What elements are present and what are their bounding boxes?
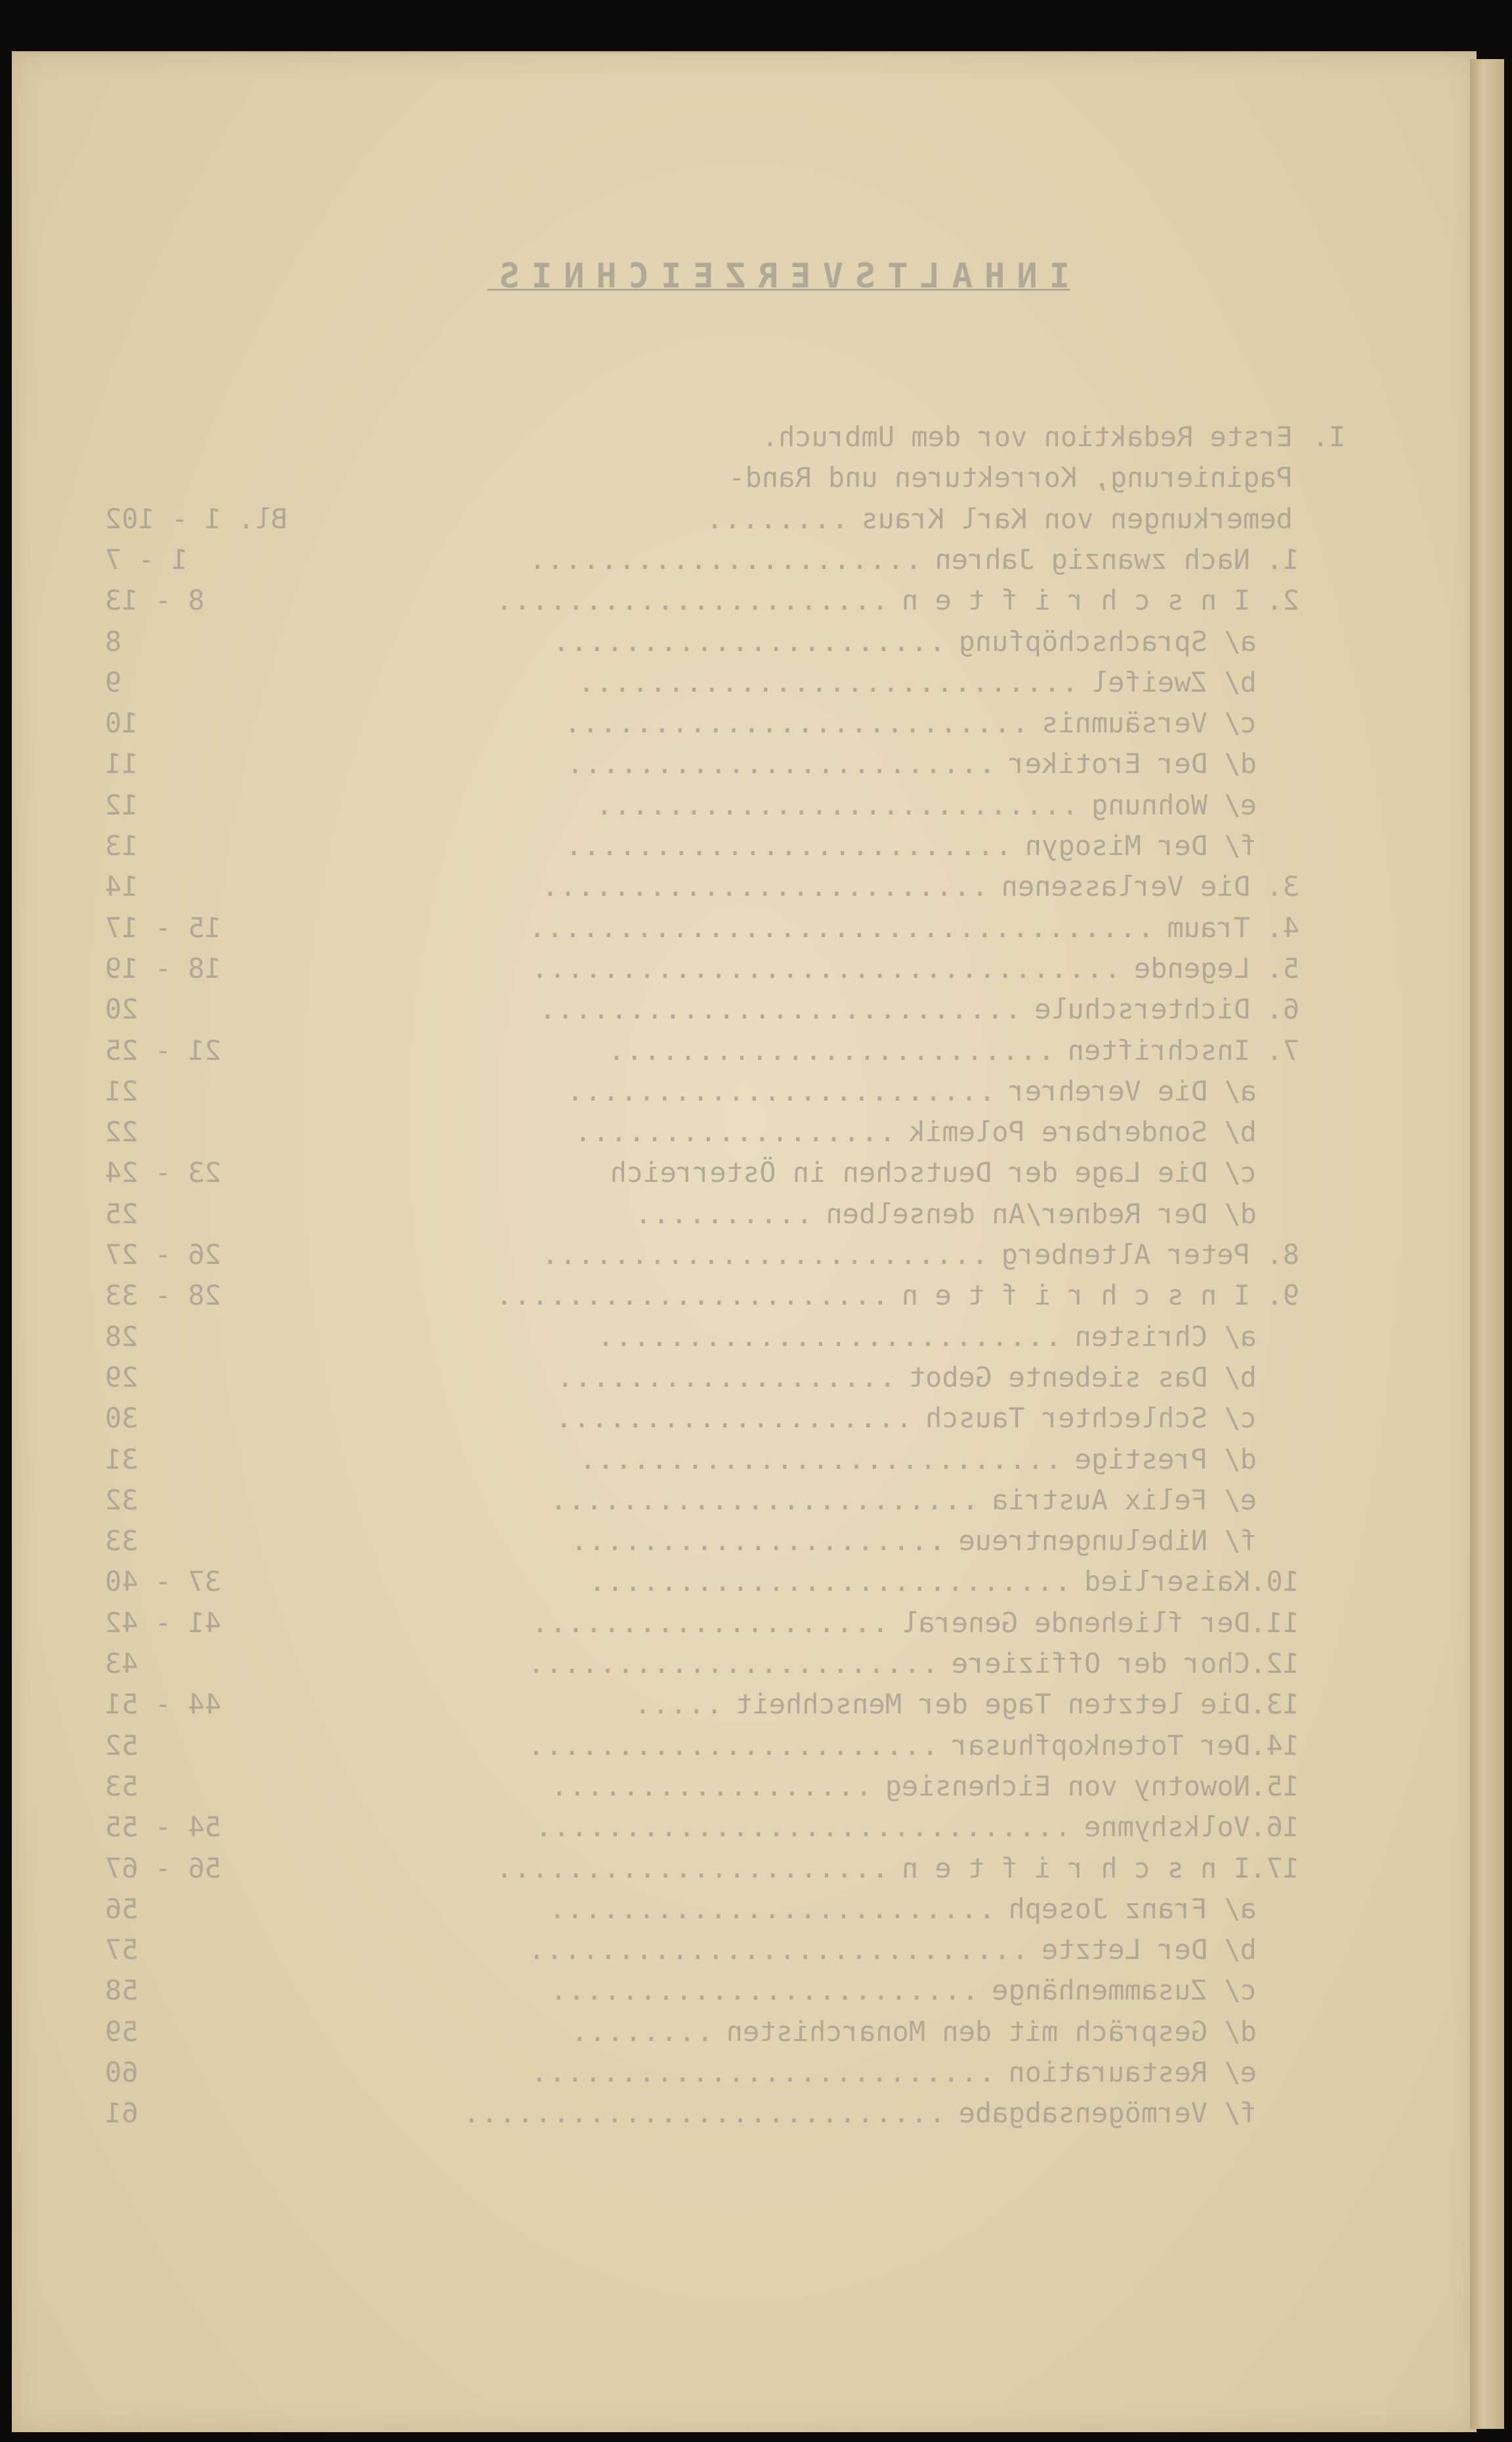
- toc-entry-leader: ...................................: [527, 911, 1154, 944]
- toc-entry-number: a/: [1223, 1320, 1257, 1353]
- toc-entry-number: 8.: [1266, 1238, 1299, 1271]
- toc-entry-title: I n s c h r i f t e n: [901, 584, 1250, 617]
- toc-entry-page: 15 - 17: [105, 911, 222, 944]
- toc-entry-leader: ........................: [565, 1074, 996, 1107]
- toc-entry-leader: .......................: [526, 1729, 938, 1761]
- toc-entry-number: a/: [1223, 1892, 1257, 1925]
- toc-entry-title: Die Verehrer: [1008, 1074, 1208, 1107]
- toc-entry: [12, 990, 1477, 1029]
- toc-entry-leader: ...........................: [595, 788, 1078, 821]
- toc-entry-number: a/: [1223, 1074, 1257, 1107]
- toc-entry-title: Sprachschöpfung: [958, 625, 1208, 658]
- paper-sheet: [12, 51, 1477, 2432]
- toc-entry-number: a/: [1223, 625, 1257, 658]
- toc-entry-page: 43: [105, 1647, 138, 1679]
- toc-entry: [12, 1153, 1477, 1192]
- toc-entry-number: 15.: [1250, 1769, 1299, 1802]
- toc-entry: [12, 1235, 1477, 1274]
- toc-entry-leader: ..................: [549, 1769, 872, 1802]
- toc-entry: [12, 1358, 1477, 1397]
- toc-entry-title: Legende: [1133, 952, 1250, 984]
- toc-entry: [12, 458, 1477, 497]
- toc-entry-leader: ...........................: [537, 993, 1022, 1026]
- toc-entry: [12, 1849, 1477, 1888]
- toc-entry: [12, 867, 1477, 906]
- toc-entry-page: 26 - 27: [105, 1238, 222, 1271]
- toc-entry-page: 32: [105, 1483, 138, 1516]
- toc-entry-number: e/: [1223, 788, 1257, 821]
- toc-entry-leader: ..........................: [562, 707, 1029, 740]
- toc-entry-title: Versäumnis: [1041, 707, 1208, 740]
- toc-entry-number: 17.: [1250, 1851, 1299, 1884]
- toc-entry: [12, 2094, 1477, 2133]
- toc-entry: [12, 622, 1477, 662]
- toc-entry-page: 22: [105, 1116, 138, 1148]
- toc-entry-number: d/: [1223, 1442, 1257, 1475]
- toc-entry-page: 41 - 42: [105, 1606, 222, 1639]
- toc-entry-page: 56 - 67: [105, 1851, 222, 1884]
- toc-entry-page: 1 - 7: [105, 543, 188, 576]
- toc-entry-leader: ......................: [551, 625, 946, 658]
- toc-entry-leader: .........................: [564, 830, 1012, 862]
- toc-entry-number: d/: [1223, 1197, 1257, 1230]
- toc-entry-number: f/: [1223, 830, 1257, 862]
- toc-entry-page: 59: [105, 2015, 138, 2048]
- toc-entry-title: Die Verlassenen: [1001, 870, 1250, 903]
- toc-entry: [12, 1440, 1477, 1479]
- toc-entry-leader: ........................: [549, 1483, 979, 1516]
- toc-entry-number: c/: [1223, 1156, 1257, 1189]
- toc-entry-leader: ...................: [555, 1360, 896, 1393]
- toc-entry-title: Nowotny von Eichensieg: [885, 1769, 1250, 1802]
- toc-entry-title: Der Erotiker: [1008, 747, 1208, 780]
- toc-entry: [12, 1112, 1477, 1152]
- toc-entry-title: Vermögensabgabe: [958, 2097, 1208, 2130]
- toc-entry-leader: ............................: [527, 1933, 1029, 1966]
- toc-entry-number: 14.: [1250, 1729, 1299, 1761]
- toc-entry: [12, 1481, 1477, 1520]
- toc-entry-page: 9: [105, 665, 122, 698]
- toc-entry-number: 16.: [1250, 1811, 1299, 1843]
- toc-entry-title: Die letzten Tage der Menschheit: [736, 1688, 1250, 1721]
- toc-entry-page: 28: [105, 1320, 138, 1353]
- toc-entry-page: Bl. 1 - 102: [105, 502, 288, 535]
- toc-entry-page: 11: [105, 747, 138, 780]
- toc-entry: [12, 581, 1477, 620]
- toc-entry-leader: ......................: [494, 1851, 889, 1884]
- toc-entry: [12, 1603, 1477, 1643]
- toc-entry-page: 33: [105, 1525, 138, 1557]
- toc-entry-page: 25: [105, 1197, 138, 1230]
- toc-entry-leader: .........................: [606, 1034, 1055, 1066]
- toc-entry-number: 2.: [1266, 584, 1299, 617]
- toc-entry-page: 52: [105, 1729, 138, 1761]
- toc-entry-number: b/: [1223, 1360, 1257, 1393]
- toc-entry-title: Inschriften: [1067, 1034, 1250, 1066]
- toc-entry-number: 5.: [1266, 952, 1299, 984]
- toc-entry-number: 6.: [1266, 993, 1299, 1026]
- toc-entry: [12, 949, 1477, 988]
- toc-entry: [12, 1767, 1477, 1806]
- toc-entry-page: 57: [105, 1933, 138, 1966]
- toc-entry-page: 20: [105, 993, 138, 1026]
- toc-entry-leader: ........: [705, 502, 849, 535]
- page-edge: [1470, 59, 1504, 2429]
- toc-entry-page: 29: [105, 1360, 138, 1393]
- toc-entry-leader: ........: [570, 2015, 713, 2048]
- toc-entry-page: 31: [105, 1442, 138, 1475]
- toc-entry-title: Franz Joseph: [1008, 1892, 1208, 1925]
- toc-entry: [12, 540, 1477, 579]
- toc-entry-title: Sonderbare Polemik: [908, 1116, 1208, 1148]
- toc-entry-number: 3.: [1266, 870, 1299, 903]
- toc-entry-page: 13: [105, 830, 138, 862]
- toc-entry-number: e/: [1223, 1483, 1257, 1516]
- toc-entry: [12, 704, 1477, 743]
- toc-entry-leader: ..........: [633, 1197, 813, 1230]
- toc-entry-number: c/: [1223, 1402, 1257, 1435]
- toc-entry-page: 30: [105, 1402, 138, 1435]
- toc-entry-number: e/: [1223, 2056, 1257, 2088]
- toc-entry: [12, 1399, 1477, 1438]
- toc-entry-number: c/: [1223, 1974, 1257, 2007]
- toc-entry-leader: .....: [633, 1688, 723, 1721]
- toc-entry-number: 4.: [1266, 911, 1299, 944]
- toc-entry-page: 54 - 55: [105, 1811, 222, 1843]
- toc-entry-leader: .........................: [540, 870, 988, 903]
- toc-entry-number: 9.: [1266, 1279, 1299, 1312]
- toc-entry-page: 56: [105, 1892, 138, 1925]
- toc-entry-page: 8 - 13: [105, 584, 205, 617]
- toc-entry-title: Zweifel: [1091, 665, 1208, 698]
- toc-entry-number: f/: [1223, 2097, 1257, 2130]
- toc-entry-page: 21: [105, 1074, 138, 1107]
- toc-entry-page: 37 - 40: [105, 1565, 222, 1598]
- bleed-through-text-layer: [12, 53, 1477, 2432]
- toc-entry-title: Traum: [1167, 911, 1250, 944]
- toc-entry-number: d/: [1223, 2015, 1257, 2048]
- toc-entry: [12, 1521, 1477, 1561]
- toc-entry-title: Christen: [1074, 1320, 1208, 1353]
- toc-entry-title: Kaiserlied: [1084, 1565, 1250, 1598]
- toc-entry: [12, 1276, 1477, 1315]
- toc-entry-page: 18 - 19: [105, 952, 222, 984]
- toc-entry-number: 13.: [1250, 1688, 1299, 1721]
- toc-entry-leader: ..............................: [534, 1811, 1072, 1843]
- toc-entry-number: I.: [1312, 421, 1345, 453]
- toc-entry-page: 61: [105, 2097, 138, 2130]
- toc-entry-leader: ..................: [573, 1116, 896, 1148]
- toc-entry-page: 8: [105, 625, 122, 658]
- toc-entry-leader: ....................: [554, 1402, 913, 1435]
- toc-entry-number: c/: [1223, 707, 1257, 740]
- toc-entry-number: b/: [1223, 1116, 1257, 1148]
- toc-entry-number: b/: [1223, 1933, 1257, 1966]
- toc-entry-leader: .................................: [530, 952, 1121, 984]
- toc-entry-title: Erste Redaktion vor dem Umbruch.: [761, 421, 1293, 453]
- toc-entry-leader: .......................: [526, 1647, 938, 1679]
- toc-entry-leader: .........................: [547, 1892, 996, 1925]
- toc-entry: [12, 1726, 1477, 1765]
- toc-entry-title: I n s c h r i f t e n: [901, 1279, 1250, 1312]
- toc-entry-number: d/: [1223, 747, 1257, 780]
- toc-entry-page: 60: [105, 2056, 138, 2088]
- toc-entry-page: 12: [105, 788, 138, 821]
- toc-entry: [12, 1194, 1477, 1234]
- toc-entry-title: Wohnung: [1091, 788, 1208, 821]
- toc-entry-page: 10: [105, 707, 138, 740]
- toc-entry-number: 12.: [1250, 1647, 1299, 1679]
- toc-entry-title: Volkshymne: [1084, 1811, 1250, 1843]
- toc-entry-title: Der Totenkopfhusar: [951, 1729, 1250, 1761]
- toc-entry: [12, 2012, 1477, 2052]
- toc-entry-title: Die Lage der Deutschen in Österreich: [610, 1156, 1208, 1189]
- toc-entry-title: Zusammenhänge: [992, 1974, 1208, 2007]
- toc-entry-title: Nach zwanzig Jahren: [934, 543, 1250, 576]
- toc-entry-leader: ......................: [494, 1279, 889, 1312]
- toc-entry: [12, 1562, 1477, 1601]
- toc-entry-leader: ......................: [494, 584, 889, 617]
- toc-entry-title: Gespräch mit den Monarchisten: [726, 2015, 1208, 2048]
- toc-entry-leader: ..........................: [596, 1320, 1062, 1353]
- toc-entry-leader: ....................: [530, 1606, 889, 1639]
- toc-entry-number: 7.: [1266, 1034, 1299, 1066]
- toc-entry-title: Der Letzte: [1041, 1933, 1208, 1966]
- toc-entry-leader: ...........................: [461, 2097, 946, 2130]
- toc-entry: [12, 1031, 1477, 1070]
- toc-entry-number: f/: [1223, 1525, 1257, 1557]
- toc-entry: [12, 1317, 1477, 1357]
- toc-entry: [12, 744, 1477, 784]
- toc-entry: [12, 908, 1477, 948]
- toc-entry-leader: ............................: [576, 665, 1078, 698]
- toc-entry-leader: ...........................: [578, 1442, 1062, 1475]
- toc-entry-title: Restauration: [1008, 2056, 1208, 2088]
- toc-entry-page: 28 - 33: [105, 1279, 222, 1312]
- toc-entry: [12, 1930, 1477, 1969]
- toc-entry: [12, 786, 1477, 825]
- toc-entry: [12, 826, 1477, 866]
- toc-entry-number: 10.: [1250, 1565, 1299, 1598]
- toc-entry-leader: ........................: [565, 747, 996, 780]
- toc-entry-title: Felix Austria: [992, 1483, 1208, 1516]
- toc-entry-page: 23 - 24: [105, 1156, 222, 1189]
- toc-entry: [12, 499, 1477, 539]
- toc-entry: [12, 663, 1477, 702]
- toc-entry: [12, 417, 1477, 457]
- toc-entry-number: 1.: [1266, 543, 1299, 576]
- toc-entry-leader: ........................: [549, 1974, 979, 2007]
- toc-entry: [12, 1072, 1477, 1111]
- toc-entry-leader: .....................: [569, 1525, 946, 1557]
- toc-entry: [12, 1807, 1477, 1847]
- toc-entry-title: Schlechter Tausch: [925, 1402, 1208, 1435]
- toc-entry-page: 44 - 51: [105, 1688, 222, 1721]
- toc-entry-number: b/: [1223, 665, 1257, 698]
- toc-entry-title: Der fliehende General: [901, 1606, 1250, 1639]
- toc-entry: [12, 2053, 1477, 2092]
- document-title: INHALTSVERZEICHNIS: [487, 257, 1070, 296]
- toc-entry-title: Prestige: [1074, 1442, 1208, 1475]
- toc-entry: [12, 1644, 1477, 1683]
- toc-entry-leader: .........................: [540, 1238, 988, 1271]
- toc-entry-title: Peter Altenberg: [1001, 1238, 1250, 1271]
- toc-entry-number: 11.: [1250, 1606, 1299, 1639]
- toc-entry-title: Das siebente Gebot: [908, 1360, 1208, 1393]
- toc-entry-page: 58: [105, 1974, 138, 2007]
- toc-entry-leader: ..........................: [530, 2056, 996, 2088]
- toc-entry-title: Paginierung, Korrekturen und Rand-: [728, 461, 1293, 494]
- toc-entry: [12, 1971, 1477, 2010]
- toc-entry-title: Chor der Offiziere: [951, 1647, 1250, 1679]
- toc-entry-title: Dichterschule: [1034, 993, 1250, 1026]
- toc-entry-title: Der Misogyn: [1024, 830, 1208, 862]
- toc-entry: [12, 1889, 1477, 1929]
- toc-entry: [12, 1685, 1477, 1724]
- toc-entry-leader: ...........................: [587, 1565, 1072, 1598]
- toc-entry-page: 53: [105, 1769, 138, 1802]
- toc-entry-title: bemerkungen von Karl Kraus: [861, 502, 1293, 535]
- toc-entry-title: Der Redner/An denselben: [826, 1197, 1208, 1230]
- toc-entry-page: 21 - 25: [105, 1034, 222, 1066]
- toc-entry-page: 14: [105, 870, 138, 903]
- toc-entry-leader: ......................: [528, 543, 922, 576]
- toc-entry-title: Nibelungentreue: [958, 1525, 1208, 1557]
- toc-entry-title: I n s c h r i f t e n: [901, 1851, 1250, 1884]
